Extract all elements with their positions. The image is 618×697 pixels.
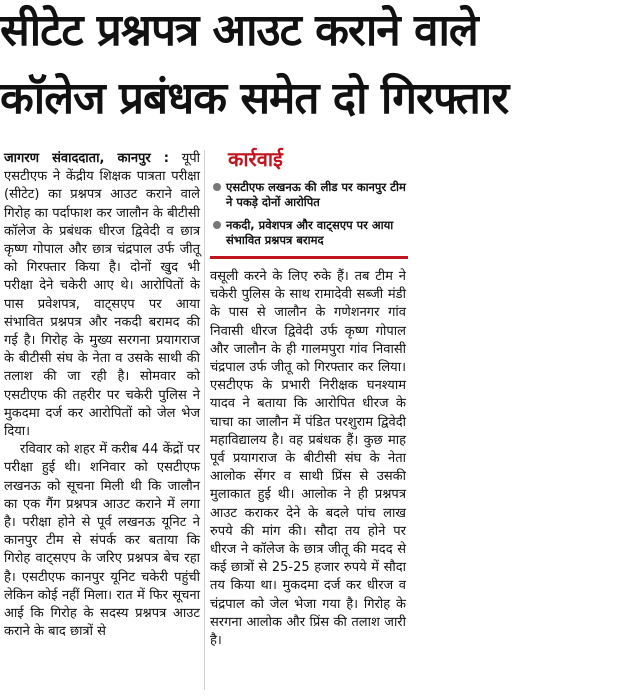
bullet-icon <box>213 221 221 229</box>
headline-line-1: सीटेट प्रश्नपत्र आउट कराने वाले <box>0 5 478 56</box>
sidebar-title: कार्रवाई <box>228 147 283 171</box>
action-sidebar <box>210 146 410 248</box>
sidebar-item-text: नकदी, प्रवेशपत्र और वाट्सएप पर आया संभावित प्रश्नपत्र बरामद <box>226 218 394 247</box>
byline: जागरण संवाददाता, कानपुर : <box>4 151 170 166</box>
article-paragraph-2: रविवार को शहर में करीब 44 केंद्रों पर परीक्षा हुई थी। शनिवार को एसटीएफ लखनऊ को सूचना मिली थी कि जालौन का एक गैंग प्रश्नपत्र आउट कराने में लगा है। परीक्षा होने से पूर्व लखनऊ यूनिट ने कानपुर टीम से संपर्क कर बताया कि गिरोह वाट्सएप के जरिए प्रश्नपत्र बेच रहा है। एसटीएफ कानपुर यूनिट चकेरी पहुंची लेकिन कोई नहीं मिला। रात में फिर सूचना आई कि गिरोह के सदस्य प्रश्नपत्र आउट कराने के बाद छात्रों से <box>4 442 200 640</box>
column-separator <box>204 150 205 690</box>
article-column-right <box>210 268 406 650</box>
article-paragraph-3: वसूली करने के लिए रुके हैं। तब टीम ने चकेरी पुलिस के साथ रामादेवी सब्जी मंडी के पास से जालौन के गणेशनगर गांव निवासी धीरज द्विवेदी उर्फ कृष्ण गोपाल और जालौन के ही गालमपुरा गांव निवासी चंद्रपाल उर्फ जीतू को गिरफ्तार कर लिया। एसटीएफ के प्रभारी निरीक्षक घनश्याम यादव ने बताया कि आरोपित धीरज के चाचा का जालौन में पंडित परशुराम द्विवेदी महाविद्यालय है। वह प्रबंधक हैं। कुछ माह पूर्व प्रयागराज के बीटीसी संघ के नेता आलोक सेंगर व साथी प्रिंस से उसकी मुलाकात हुई थी। आलोक ने ही प्रश्नपत्र आउट कराकर देने के बदले पांच लाख रुपये की मांग की। सौदा तय होने पर धीरज ने कॉलेज के छात्र जीतू की मदद से कई छात्रों से 25-25 हजार रुपये में सौदा तय किया था। मुकदमा दर्ज कर धीरज व चंद्रपाल को जेल भेजा गया है। गिरोह के सरगना आलोक और प्रिंस की तलाश जारी है। <box>210 269 406 649</box>
sidebar-item-text: एसटीएफ लखनऊ की लीड पर कानपुर टीम ने पकड़े दोनों आरोपित <box>226 180 406 209</box>
article-paragraph-1 <box>4 150 200 441</box>
headline-line-2: कॉलेज प्रबंधक समेत दो गिरफ्तार <box>0 73 509 124</box>
sidebar-divider <box>210 256 408 259</box>
sidebar-item <box>210 180 410 210</box>
paragraph-1-text: यूपी एसटीएफ ने केंद्रीय शिक्षक पात्रता परीक्षा (सीटेट) का प्रश्नपत्र आउट कराने वाले गिरोह का पर्दाफाश कर जालौन के बीटीसी कॉलेज के प्रबंधक धीरज द्विवेदी व छात्र कृष्ण गोपाल और छात्र चंद्रपाल उर्फ जीतू को गिरफ्तार किया है। दोनों खुद भी परीक्षा देने चकेरी आए थे। आरोपितों के पास प्रवेशपत्र, वाट्सएप पर आया संभावित प्रश्नपत्र और नकदी बरामद की गई है। गिरोह के मुख्य सरगना प्रयागराज के बीटीसी संघ के नेता व उसके साथी की तलाश की जा रही है। सोमवार को एसटीएफ की तहरीर पर चकेरी पुलिस ने मुकदमा दर्ज कर आरोपितों को जेल भेज दिया। <box>4 151 200 440</box>
article-column-left <box>4 150 200 641</box>
bullet-icon <box>213 183 221 191</box>
sidebar-item <box>210 218 410 248</box>
